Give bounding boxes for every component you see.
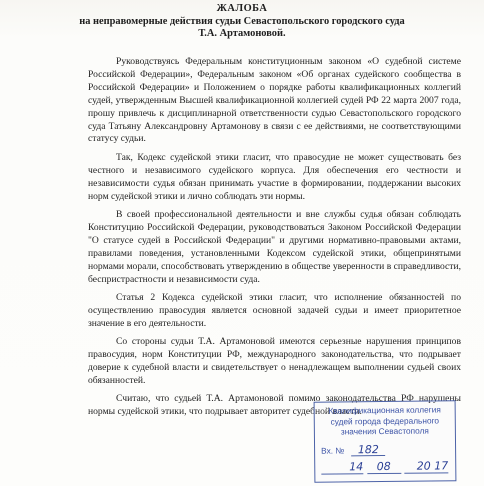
stamp-line: судей города федерального [330,414,440,427]
paragraph: Руководствуясь Федеральным конституционным законом «О судебной системе Российской Федерации», Федеральным законом «Об органах судейского сообщества в Российской Федерации» и Положением о порядке работы квалификационных коллегий судей, утвержденным Высшей квалификационной коллегией судей РФ 22 марта 2007 года, прошу привлечь к дисциплинарной ответственности судью Севастопольского городского суда Татьяну Александровну Артамонову в связи с ее действиями, не соответствующими статусу судьи. [88,56,461,145]
stamp-reg-number: 182 [351,444,385,456]
paragraph: Со стороны судьи Т.А. Артамоновой имеются серьезные нарушения принципов правосудия, норм Конституции РФ, международного законодательства, что подрывает доверие к судебной власти и свидетельствует о ненадлежащем выполнении судьей своих обязанностей. [88,336,461,386]
document-subtitle: на неправомерные действия судьи Севастопольского городского суда [79,15,405,27]
document-title: ЖАЛОБА [216,3,268,14]
paragraph: В своей профессиональной деятельности и вне службы судья обязан соблюдать Конституцию Российской Федерации, руководствоваться Законом Российской Федерации "О статусе судей в Российской Федерации" и другими нормативно-правовыми актами, правилами поведения, установленными Кодексом судейской этики, общепринятыми нормами морали, способствовать утверждению в обществе уверенности в справедливости, беспристрастности и независимости суда. [88,208,461,285]
stamp-line: Квалификационная коллегия [328,404,441,416]
stamp-date-year: 20 17 [404,461,448,473]
stamp-date-day: 14 [321,462,363,474]
paragraph: Статья 2 Кодекса судейской этики гласит, что исполнение обязанностей по осуществлению правосудия является основной задачей судьи и имеет приоритетное значение в его деятельности. [88,291,461,329]
registration-stamp [314,400,457,482]
paragraph: Так, Кодекс судейской этики гласит, что правосудие не может существовать без честного и независимого судейского корпуса. Для обеспечения его честности и независимости судья обязан принимать участие в формировании, поддержании высоких норм судейской этики и лично соблюдать эти нормы. [88,151,461,202]
document-body [88,56,461,425]
stamp-registration [321,443,451,456]
stamp-line: значения Севастополя [340,425,429,437]
stamp-reg-label: Вх. № [321,445,345,456]
document-header [0,3,484,41]
stamp-date-month: 08 [367,462,401,474]
document-subtitle-name: Т.А. Артамоновой. [198,28,286,39]
paragraph: Считаю, что судьей Т.А. Артамоновой помимо законодательства РФ нарушены нормы судейской этики, что подрывает авторитет судебной власти. [88,393,461,418]
stamp-date [321,461,451,474]
